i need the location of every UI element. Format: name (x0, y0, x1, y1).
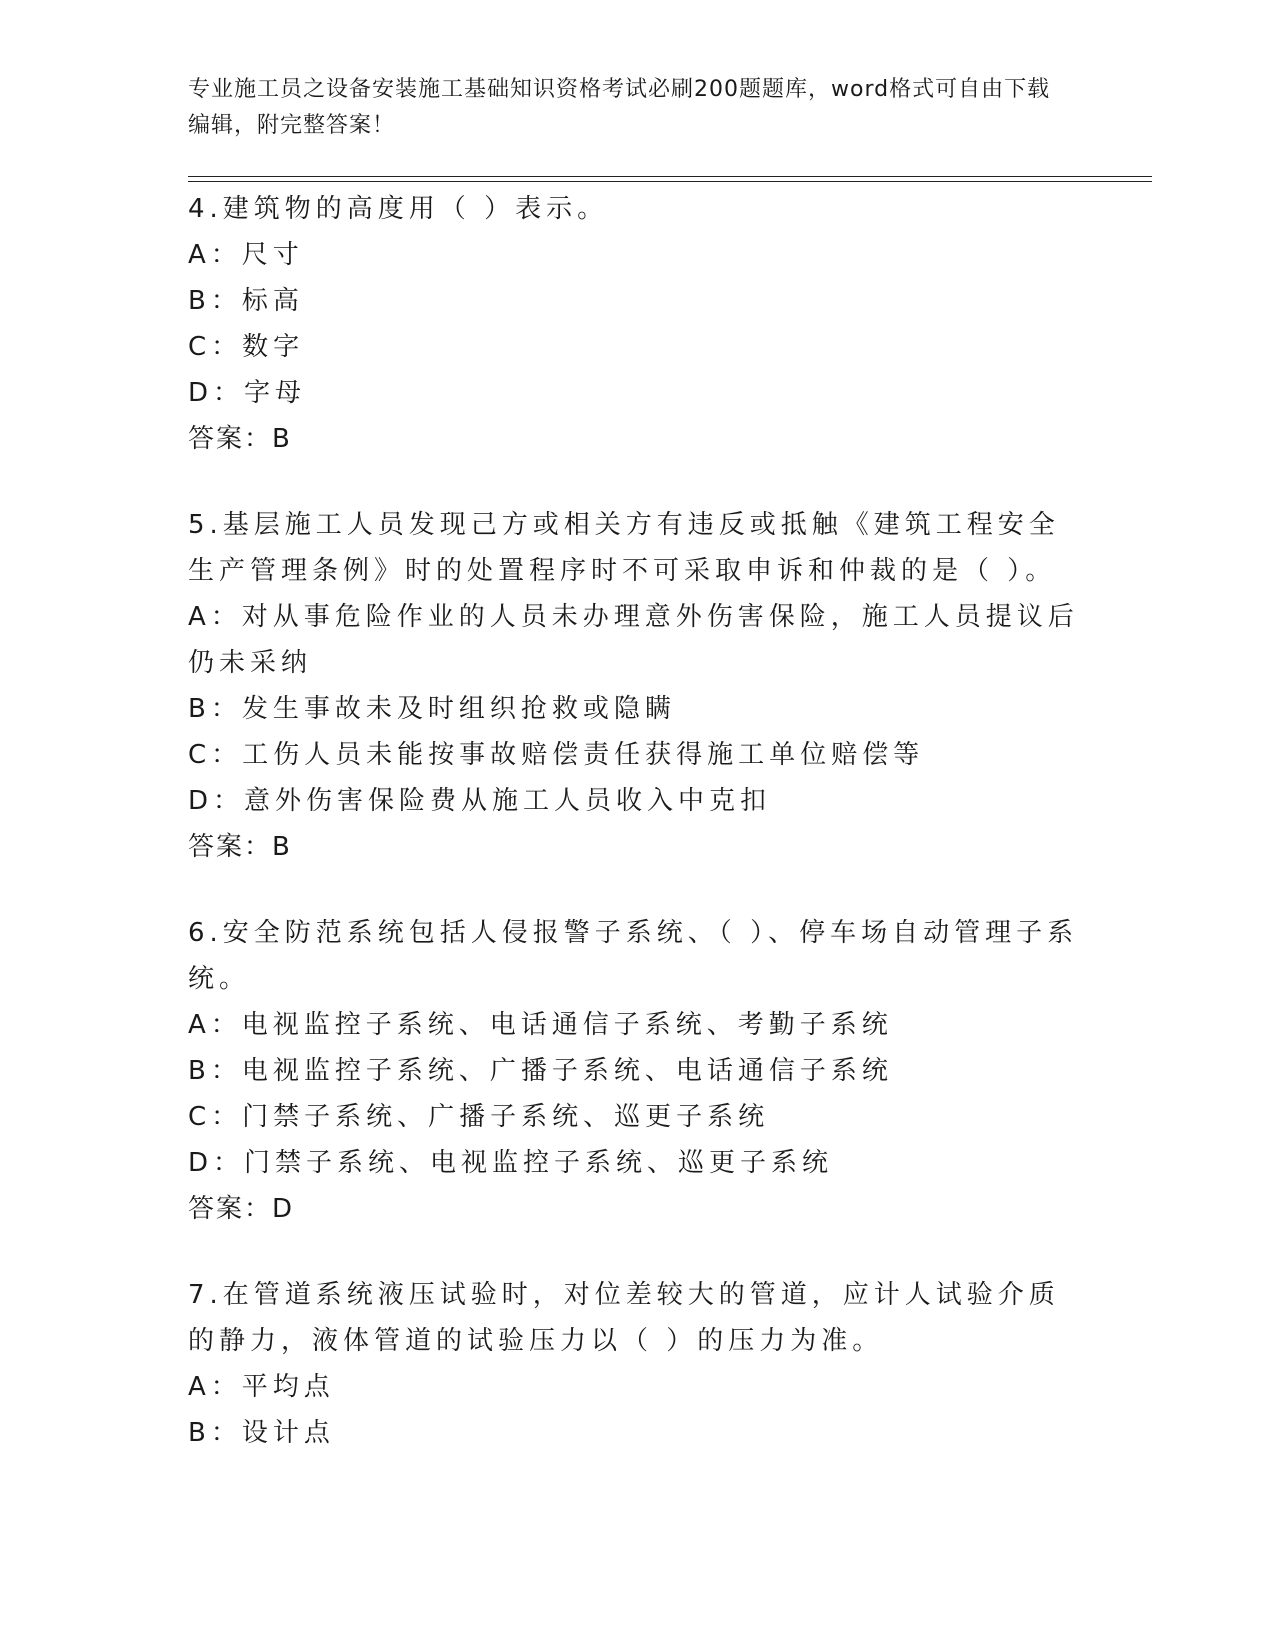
question-6 (188, 910, 1088, 1232)
answer: 答案：B (188, 832, 292, 862)
header-divider-top (188, 176, 1152, 177)
question-stem: 4.建筑物的高度用（ ）表示。 (188, 194, 609, 224)
option-a: A：平均点 (188, 1372, 335, 1402)
question-7 (188, 1272, 1088, 1456)
option-a: A：尺寸 (188, 240, 304, 270)
answer: 答案：D (188, 1194, 295, 1224)
option-b: B：电视监控子系统、广播子系统、电话通信子系统 (188, 1056, 893, 1086)
option-b: B：发生事故未及时组织抢救或隐瞒 (188, 694, 676, 724)
option-a: A：对从事危险作业的人员未办理意外伤害保险，施工人员提议后仍未采纳 (188, 602, 1079, 678)
option-c: C：门禁子系统、广播子系统、巡更子系统 (188, 1102, 770, 1132)
question-4 (188, 186, 1088, 462)
option-d: D：字母 (188, 378, 307, 408)
question-stem: 7.在管道系统液压试验时，对位差较大的管道，应计人试验介质的静力，液体管道的试验压力以（ ）的压力为准。 (188, 1280, 1060, 1356)
option-c: C：工伤人员未能按事故赔偿责任获得施工单位赔偿等 (188, 740, 925, 770)
question-5 (188, 502, 1088, 870)
answer: 答案：B (188, 424, 292, 454)
option-d: D：门禁子系统、电视监控子系统、巡更子系统 (188, 1148, 834, 1178)
option-b: B：设计点 (188, 1418, 335, 1448)
option-a: A：电视监控子系统、电话通信子系统、考勤子系统 (188, 1010, 893, 1040)
option-d: D：意外伤害保险费从施工人员收入中克扣 (188, 786, 772, 816)
question-stem: 5.基层施工人员发现己方或相关方有违反或抵触《建筑工程安全生产管理条例》时的处置程序时不可采取申诉和仲裁的是（ ）。 (188, 510, 1060, 586)
header-divider-bottom (188, 181, 1152, 182)
option-b: B：标高 (188, 286, 304, 316)
document-header: 专业施工员之设备安装施工基础知识资格考试必刷200题题库，word格式可自由下载编辑，附完整答案！ (188, 77, 1051, 138)
question-list (188, 186, 1088, 1496)
question-stem: 6.安全防范系统包括人侵报警子系统、（ ）、停车场自动管理子系统。 (188, 918, 1079, 994)
option-c: C：数字 (188, 332, 305, 362)
